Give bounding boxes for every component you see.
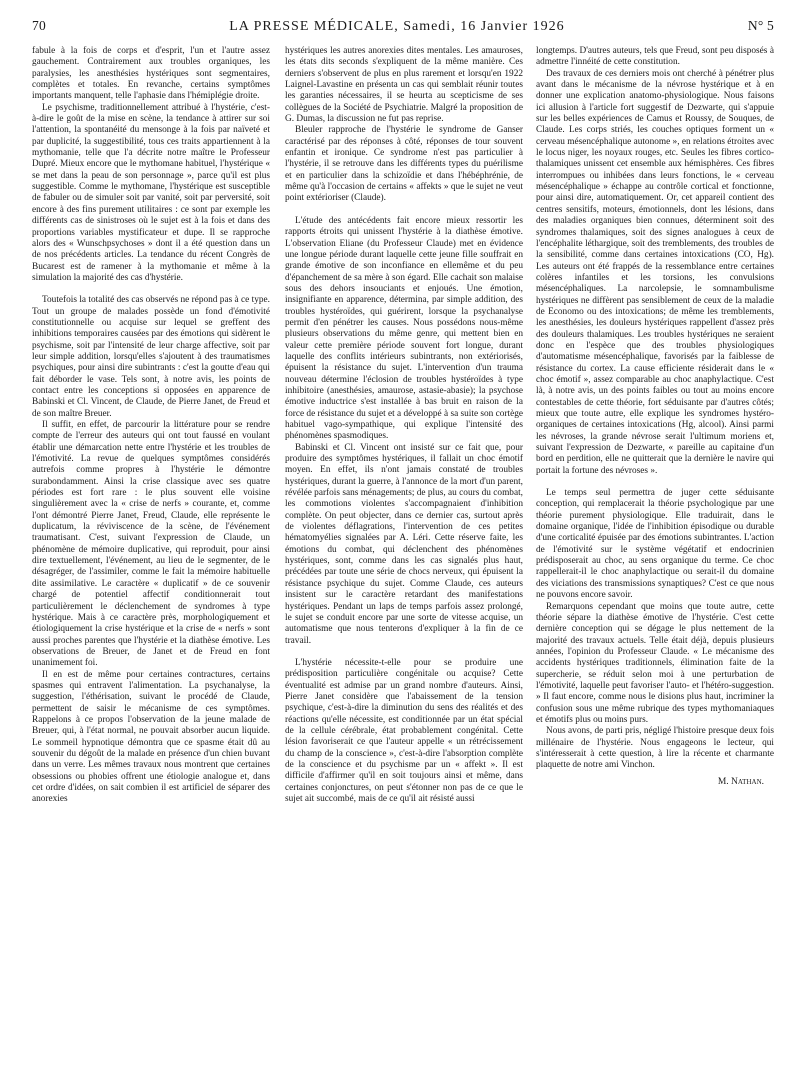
publication-title: LA PRESSE MÉDICALE, Samedi, 16 Janvier 1926 (229, 19, 565, 34)
paragraph: Il suffit, en effet, de parcourir la littérature pour se rendre compte de l'erreur des auteurs qui ont tout faussé en voulant établir une démarcation nette entre l'hystérie et les troubles de l'émotivité. La revue de quelques symptômes considérés autrefois comme propres à l'hystérie le démontre surabondamment. Ainsi la crise classique avec ses quatre périodes est fort rare : le plus souvent elle voisine singulièrement avec la « crise de nerfs » courante, et, comme l'ont démontré Pierre Janet, Freud, Claude, elle représente le duplicatum, la réviviscence de la scène, de l'événement traumatisant. C'est, suivant l'expression de Claude, un phénomène de mémoire duplicative, qui reproduit, pour ainsi dire textuellement, l'événement, au lieu de le segmenter, de le désagréger, de l'assimiler, comme le fait la mémoire habituelle dite assimilative. Le caractère « duplicatif » de ce souvenir chargé de potentiel affectif conditionnerait tout particulièrement le déclenchement de syndromes à type hystérique. Mais à ce caractère près, morphologiquement et étiologiquement la crise hystérique et la crise de « nerfs » sont aussi proches parentes que l'hystérie et la diathèse émotive. Les observations de Breuer, de Janet et de Freud en font unanimement foi. (32, 420, 270, 669)
paragraph: Babinski et Cl. Vincent ont insisté sur ce fait que, pour produire des symptômes hystériques, il fallait un choc émotif moyen. En effet, ils n'ont jamais constaté de troubles hystériques, durant la guerre, à l'annonce de la mort d'un parent, révélée parfois sans ménagements; de plus, au cours du combat, les commotions violentes s'accompagnaient d'inhibition complète. On peut objecter, dans ce dernier cas, surtout après de violentes déflagrations, l'intervention de ces petites hématomyélies signalées par A. Léri. Cette réserve faite, les émotions du combat, qui déclenchent des phénomènes hystériques, sont, comme dans les cas signalés plus haut, précédées par toute une série de chocs nerveux, qui épuisent la résistance psychique du sujet. Comme Claude, ces auteurs insistent sur le caractère retardant des manifestations hystériques. Pendant un laps de temps parfois assez prolongé, le sujet se conduit encore par une sorte de vitesse acquise, un automatisme que nous tenterons d'expliquer à la fin de ce travail. (285, 442, 523, 646)
page-number: 70 (32, 18, 46, 33)
paragraph: longtemps. D'autres auteurs, tels que Freud, sont peu disposés à admettre l'innéité de cette constitution. (536, 46, 774, 68)
text-column-2 (285, 46, 523, 1066)
issue-number: N° 5 (747, 18, 774, 33)
paragraph: Toutefois la totalité des cas observés ne répond pas à ce type. Tout un groupe de malades possède un fond d'émotivité constitutionnelle ou acquise sur lequel se greffent des inhibitions temporaires causées par des émotions qui sidèrent le psychisme, soit par l'intensité de leur charge affective, soit par leur simple addition, lorsqu'elles s'ajoutent à des traumatismes psychiques, pour ainsi dire subintrants : c'est la goutte d'eau qui fait déborder le vase. Tels sont, à notre avis, les points de contact entre les conceptions si opposées en apparence de Babinski et Cl. Vincent, de Claude, de Pierre Janet, de Freud et de son maître Breuer. (32, 295, 270, 419)
paragraph: L'hystérie nécessite-t-elle pour se produire une prédisposition particulière congénitale ou acquise? Cette éventualité est admise par un grand nombre d'auteurs. Ainsi, Pierre Janet considère que l'abaissement de la tension psychique, c'est-à-dire la diminution du sens des réalités et des réactions qu'elle nécessite, est conditionnée par un état spécial de la cellule cérébrale, état probablement congénital. Cette lésion favoriserait ce que l'auteur appelle « un rétrécissement du champ de la conscience », c'est-à-dire l'absorption complète de la conscience et du psychisme par un « affekt ». Il est difficile d'affirmer qu'il en soit toujours ainsi et même, dans certaines conjonctures, on peut s'étonner non pas de ce que le sujet ait succombé, mais de ce qu'il ait résisté aussi (285, 657, 523, 804)
paragraph: Le temps seul permettra de juger cette séduisante conception, qui remplacerait la théorie psychologique par une théorie purement physiologique. Elle traduirait, dans le domaine organique, l'idée de l'inhibition épisodique ou durable d'une corticalité épuisée par des émotions subintrantes. L'action de l'émotivité sur le système végétatif et endocrinien prédisposerait au choc, au sens organique du terme. Ce choc rappellerait-il le choc anaphylactique ou serait-il du domaine des viciations des transmissions synaptiques? C'est ce que nous ne pouvons encore savoir. (536, 488, 774, 601)
paragraph: fabule à la fois de corps et d'esprit, l'un et l'autre assez gauchement. Contrairement aux troubles organiques, les paralysies, les anesthésies hystériques sont segmentaires, complètes et totales. En revanche, certains symptômes importants manquent, telle l'aphasie dans l'hémiplégie droite. (32, 46, 270, 102)
paragraph: Bleuler rapproche de l'hystérie le syndrome de Ganser caractérisé par des réponses à côté, réponses de tour souvent enfantin et ironique. Ce syndrome n'est pas particulier à l'hystérie, il se retrouve dans les différents types du puérilisme et en particulier dans la schizoïdie et dans l'hébéphrénie, de même qu'à l'occasion de certains « affekts » que le sujet ne veut point extérioriser (Claude). (285, 125, 523, 204)
paragraph: Des travaux de ces derniers mois ont cherché à pénétrer plus avant dans le mécanisme de la névrose hystérique et à en donner une explication anatomo-physiologique. Nous faisons ici allusion à l'article fort suggestif de Dezwarte, qui s'appuie sur les belles expériences de Camus et Roussy, de Souques, de Claude. Les corps striés, les couches optiques forment un « cerveau mésencéphalique autonome », en relations étroites avec le locus niger, les noyaux rouges, etc. Seules les fibres cortico-thalamiques unissent cet ensemble aux hémisphères. Ces fibres interrompues ou inhibées dans leurs fonctions, le « cerveau mésencéphalique » échappe au contrôle cortical et fonctionne, pour ainsi dire, automatiquement. Or, cet appareil contient des centres sensitifs, moteurs, émotionnels, dont les lésions, dans des maladies organiques bien connues, déterminent soit des syndromes thalamiques, soit des signes analogues à ceux de l'encéphalite léthargique, soit des tremblements, des troubles de la sensibilité, comme dans certaines intoxications (CO, Hg). Les auteurs ont été frappés de la ressemblance entre certaines colères infantiles et les torsions, les convulsions mésencéphaliques. La narcolepsie, le somnambulisme hystériques ne diffèrent pas sensiblement de ceux de la maladie de Economo ou des intoxications; de même les tremblements, les anesthésies, les douleurs hystériques rappellent d'assez près des douleurs thalamiques. Les troubles hystériques ne seraient donc en l'espèce que des troubles physiologiques d'automatisme mésencéphalique, favorisés par la faiblesse de résistance du cortex. La cause efficiente résiderait dans le « choc émotif », assez comparable au choc anaphylactique. C'est là, à notre avis, un des points faibles ou tout au moins encore contestables de cette théorie, fort séduisante par d'autres côtés; mieux que toute autre, elle explique les syndromes hystéro-organiques de certaines intoxications (Hg, alcool). Ainsi parmi les névroses, la grande névrose serait l'ultimum moriens et, suivant l'expression de Dezwarte, « pareille au capitaine d'un bord en perdition, elle ne quitterait que la dernière le navire qui portait la fortune des névroses ». (536, 68, 774, 476)
page-header (32, 18, 774, 36)
paragraph: L'étude des antécédents fait encore mieux ressortir les rapports étroits qui unissent l'hystérie à la diathèse émotive. L'observation Eliane (du Professeur Claude) met en évidence une longue période durant laquelle cette jeune fille souffrait en grande émotive de son inconfiance en ellemême et du peu d'épanchement de sa mère à son égard. Elle cachait son malaise sous des dehors insouciants et enjoués. Une émotion, insignifiante en apparence, détermina, par simple addition, des troubles hystéroïdes, qui guérirent, lorsque la psychanalyse permit d'en pénétrer les causes. Nous possédons nous-même plusieurs observations du même genre, qui mettent bien en valeur cette première période souvent fort longue, durant laquelle des conflits intérieurs subintrants, non extériorisés, épuisent la résistance du sujet. L'intervention d'un trauma nouveau détermine l'éclosion de troubles hystéroïdes à type inhibitoire (anesthésies, amaurose, astasie-abasie); la psychose émotive inductrice s'est installée à bas bruit en raison de la force de résistance du sujet et a développé à sa suite son cortège habituel vago-sympathique, qui explique l'intensité des phénomènes spasmodiques. (285, 215, 523, 442)
text-column-3 (536, 46, 774, 1066)
paragraph: Le psychisme, traditionnellement attribué à l'hystérie, c'est-à-dire le goût de la mise en scène, la tendance à attirer sur soi l'attention, la spontanéité du mensonge à la fois par naïveté et par duplicité, la suggestibilité, tous ces traits appartiennent à la mythomanie, telle que l'a décrite notre maître le Professeur Dupré. Mieux encore que le mythomane habituel, l'hystérique « se met dans la peau de son personnage », parce qu'il est plus suggestible. Comme le mythomane, l'hystérique est susceptible de fabuler ou de simuler soit par vanité, soit par perversité, soit encore à des fins purement utilitaires : ce sont par exemple les différents cas de sinistroses où le sujet est à la fois et dans des proportions variables mystificateur et dupe. Il se rapproche alors des « Wunschpsychoses » dont il a été question dans un de nos précédents articles. La tendance du récent Congrès de Bucarest est de ramener à la mythomanie et même à la simulation la majorité des cas d'hystérie. (32, 102, 270, 283)
paragraph: Il en est de même pour certaines contractures, certains spasmes qui entravent l'alimentation. La psychanalyse, la suggestion, l'éthérisation, suivant le procédé de Claude, permettent de saisir le mécanisme de ces symptômes. Rappelons à ce propos l'observation de la jeune malade de Breuer, qui, à l'état normal, ne pouvait absorber aucun liquide. Le sommeil hypnotique démontra que ce spasme était dû au souvenir du dégoût de la malade en présence d'un chien buvant dans un verre. Les mêmes travaux nous montrent que certaines obsessions ou phobies offrent une étiologie analogue et, dans cet ordre d'idées, on sait combien il est artificiel de séparer des anorexies (32, 669, 270, 805)
author-signature: M. Nathan. (717, 776, 764, 787)
text-column-1 (32, 46, 270, 1066)
paragraph: hystériques les autres anorexies dites mentales. Les amauroses, les états dits seconds s'expliquent de la même manière. Ces derniers s'observent de plus en plus rarement et lorsqu'en 1922 Laignel-Lavastine en présenta un cas qui semblait réunir toutes les garanties nécessaires, il se heurta au scepticisme de ses collègues de la Société de Psychiatrie. Malgré la proposition de G. Dumas, la discussion ne fut pas reprise. (285, 46, 523, 125)
paragraph: Nous avons, de parti pris, négligé l'histoire presque deux fois millénaire de l'hystérie. Nous engageons le lecteur, qui s'intéresserait à cette question, à lire la récente et charmante plaquette de notre ami Vinchon. (536, 726, 774, 771)
paragraph: Remarquons cependant que moins que toute autre, cette théorie sépare la diathèse émotive de l'hystérie. C'est cette dernière conception qui se dégage le plus nettement de la majorité des travaux actuels. Telle était déjà, depuis plusieurs années, l'opinion du Professeur Claude. « Le mécanisme des accidents hystériques traditionnels, élimination faite de la supercherie, se réduit selon moi à une perturbation de l'émotivité, laquelle peut favoriser l'auto- et l'hétéro-suggestion. » Il faut encore, comme nous le disions plus haut, incriminer la confusion sous une même rubrique des types mythomaniaques et émotifs plus ou moins purs. (536, 601, 774, 725)
